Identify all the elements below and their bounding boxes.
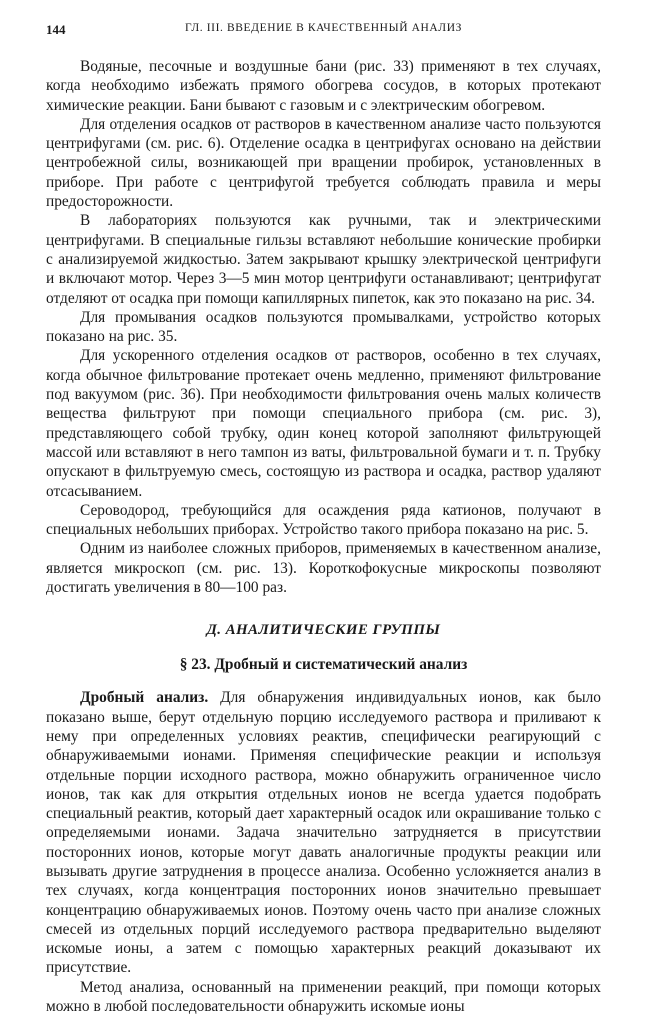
- paragraph-lab-centrifuges: В лабораториях пользуются как ручными, так и электрическими центрифугами. В специальные гильзы вставляют небольшие конические пробирки с анализируемой жидкостью. Затем закрывают крышку электрической центрифуги и включают мотор. Через 3—5 мин мотор центрифуги останавливают; центрифугат отделяют от осадка при помощи капиллярных пипеток, как это показано на рис. 34.: [46, 212, 601, 307]
- paragraph-vacuum-filtration: Для ускоренного отделения осадков от растворов, особенно в тех случаях, когда обычное фильтрование протекает очень медленно, применяют фильтрование под вакуумом (рис. 36). При необходимости фильтрования очень малых количеств вещества фильтруют при помощи специального прибора (см. рис. 3), представляющего собой трубку, один конец которой заполняют фильтрующей массой или вставляют в него тампон из ваты, фильтровальной бумаги и т. п. Трубку опускают в фильтруемую смесь, состоящую из раствора и осадка, раствор удаляют отсасыванием.: [46, 347, 601, 500]
- subsection-title: § 23. Дробный и систематический анализ: [179, 656, 468, 674]
- paragraph-fractional-analysis: [46, 688, 601, 977]
- paragraph-centrifuges: Для отделения осадков от растворов в качественном анализе часто пользуются центрифугами (см. рис. 6). Отделение осадка в центрифугах основано на действии центробежной силы, возникающей при вращении пробирок, установленных в приборе. При работе с центрифугой требуется соблюдать правила и меры предосторожности.: [46, 115, 601, 211]
- page-body: [46, 57, 601, 1016]
- running-head: ГЛ. III. ВВЕДЕНИЕ В КАЧЕСТВЕННЫЙ АНАЛИЗ: [185, 22, 462, 34]
- paragraph-hydrogen-sulfide: Сероводород, требующийся для осаждения ряда катионов, получают в специальных небольших приборах. Устройство такого прибора показано на рис. 5.: [46, 501, 601, 539]
- page-number: 144: [46, 22, 66, 37]
- paragraph-method: Метод анализа, основанный на применении реакций, при помощи которых можно в любой последовательности обнаружить искомые ионы: [46, 978, 601, 1016]
- paragraph-microscope: Одним из наиболее сложных приборов, применяемых в качественном анализе, является микроскоп (см. рис. 13). Короткофокусные микроскопы позволяют достигать увеличения в 80—100 раз.: [46, 540, 601, 597]
- paragraph-washing: Для промывания осадков пользуются промывалками, устройство которых показано на рис. 35.: [46, 308, 601, 346]
- fractional-analysis-text: Для обнаружения индивидуальных ионов, как было показано выше, берут отдельную порцию исследуемого раствора и приливают к нему при определенных условиях реактив, специфически реагирующий с обнаруживаемыми ионами. Применяя специфические реакции и используя отдельные порции исходного раствора, можно обнаружить ограниченное число ионов, так как для открытия отдельных ионов не всегда удается подобрать специальный реактив, который дает характерный осадок или окрашивание только с определяемыми ионами. Задача значительно затрудняется в присутствии посторонних ионов, которые могут давать аналогичные продукты реакции или вызывать другие затруднения в процессе анализа. Особенно усложняется анализ в тех случаях, когда концентрация посторонних ионов значительно превышает концентрацию обнаруживаемых ионов. Поэтому очень часто при анализе сложных смесей из отдельных порций исследуемого раствора предварительно выделяют искомые ионы, а затем с помощью характерных реакций доказывают их присутствие.: [46, 689, 601, 977]
- section-title: Д. АНАЛИТИЧЕСКИЕ ГРУППЫ: [206, 622, 441, 639]
- paragraph-baths: Водяные, песочные и воздушные бани (рис. 33) применяют в тех случаях, когда необходимо избежать прямого обогрева сосудов, в которых протекают химические реакции. Бани бывают с газовым и с электрическим обогревом.: [46, 58, 601, 114]
- fractional-analysis-lead: Дробный анализ.: [80, 689, 209, 707]
- page-header: [46, 22, 601, 42]
